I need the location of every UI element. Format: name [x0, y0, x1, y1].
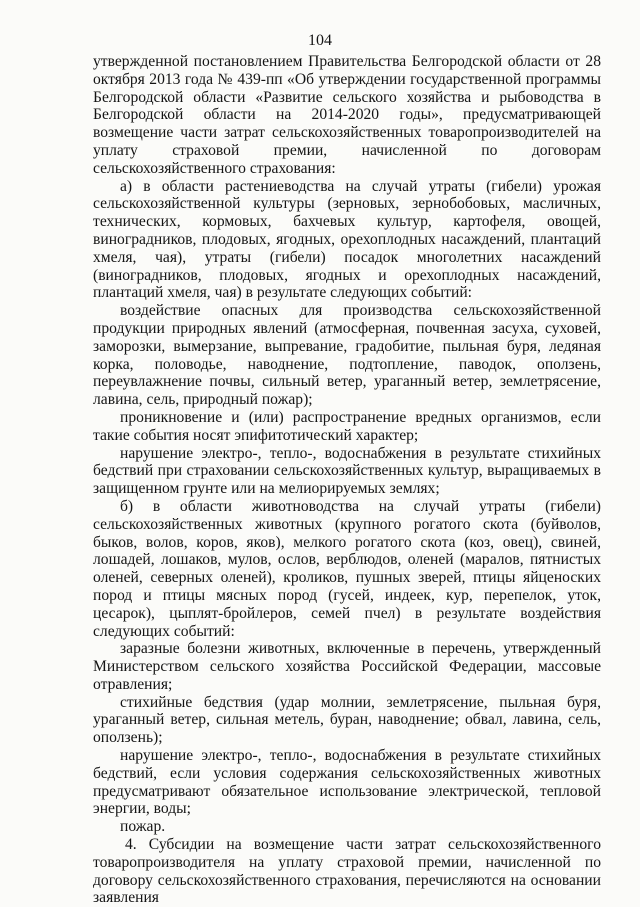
- paragraph-subsidy-transfer: 4. Субсидии на возмещение части затрат сельскохозяйственного товаропроизводителя на уплату страховой премии, начисленной по договору сельскохозяйственного страхования, перечисляются на основании заявления: [93, 836, 601, 907]
- paragraph-natural-disasters: стихийные бедствия (удар молнии, землетрясение, пыльная буря, ураганный ветер, сильная метель, буран, наводнение; обвал, лавина, сель, оползень);: [93, 693, 601, 747]
- page-number: 104: [308, 32, 332, 49]
- paragraph-utility-disruption-livestock: нарушение электро-, тепло-, водоснабжения в результате стихийных бедствий, если условия содержания сельскохозяйственных животных предусматривают обязательное использование электрической, тепловой энергии, воды;: [93, 747, 601, 818]
- paragraph-animal-diseases: заразные болезни животных, включенные в перечень, утвержденный Министерством сельского хозяйства Российской Федерации, массовые отравления;: [93, 640, 601, 693]
- paragraph-natural-hazards: воздействие опасных для производства сельскохозяйственной продукции природных явлений (атмосферная, почвенная засуха, суховей, заморозки, вымерзание, выпревание, градобитие, пыльная буря, ледяная корка, половодье, наводнение, подтопление, паводок, оползень, переувлажнение почвы, сильный ветер, ураганный ветер, землетрясение, лавина, сель, природный пожар);: [93, 302, 601, 409]
- paragraph-crop-production: а) в области растениеводства на случай утраты (гибели) урожая сельскохозяйственной культуры (зерновых, зернобобовых, масличных, технических, кормовых, бахчевых культур, картофеля, овощей, виноградников, плодовых, ягодных, орехоплодных насаждений, плантаций хмеля, чая), утраты (гибели) посадок многолетних насаждений (виноградников, плодовых, ягодных и орехоплодных насаждений, плантаций хмеля, чая) в результате следующих событий:: [93, 177, 601, 302]
- paragraph-program-reference: утвержденной постановлением Правительства Белгородской области от 28 октября 2013 года № 439-пп «Об утверждении государственной программы Белгородской области «Развитие сельского хозяйства и рыбоводства в Белгородской области на 2014-2020 годы», предусматривающей возмещение части затрат сельскохозяйственных товаропроизводителей на уплату страховой премии, начисленной по договорам сельскохозяйственного страхования:: [93, 53, 601, 177]
- paragraph-fire: пожар.: [120, 818, 166, 836]
- paragraph-harmful-organisms: проникновение и (или) распространение вредных организмов, если такие события носят эпифитотический характер;: [93, 408, 601, 444]
- body-text: [93, 53, 601, 907]
- paragraph-livestock: б) в области животноводства на случай утраты (гибели) сельскохозяйственных животных (крупного рогатого скота (буйволов, быков, волов, коров, яков), мелкого рогатого скота (коз, овец), свиней, лошадей, лошаков, мулов, ослов, верблюдов, оленей (маралов, пятнистых оленей, северных оленей), кроликов, пушных зверей, птицы яйценоских пород и птицы мясных пород (гусей, индеек, кур, перепелок, уток, цесарок), цыплят-бройлеров, семей пчел) в результате воздействия следующих событий:: [93, 497, 601, 640]
- paragraph-utility-disruption-crops: нарушение электро-, тепло-, водоснабжения в результате стихийных бедствий при страховании сельскохозяйственных культур, выращиваемых в защищенном грунте или на мелиорируемых землях;: [93, 444, 601, 498]
